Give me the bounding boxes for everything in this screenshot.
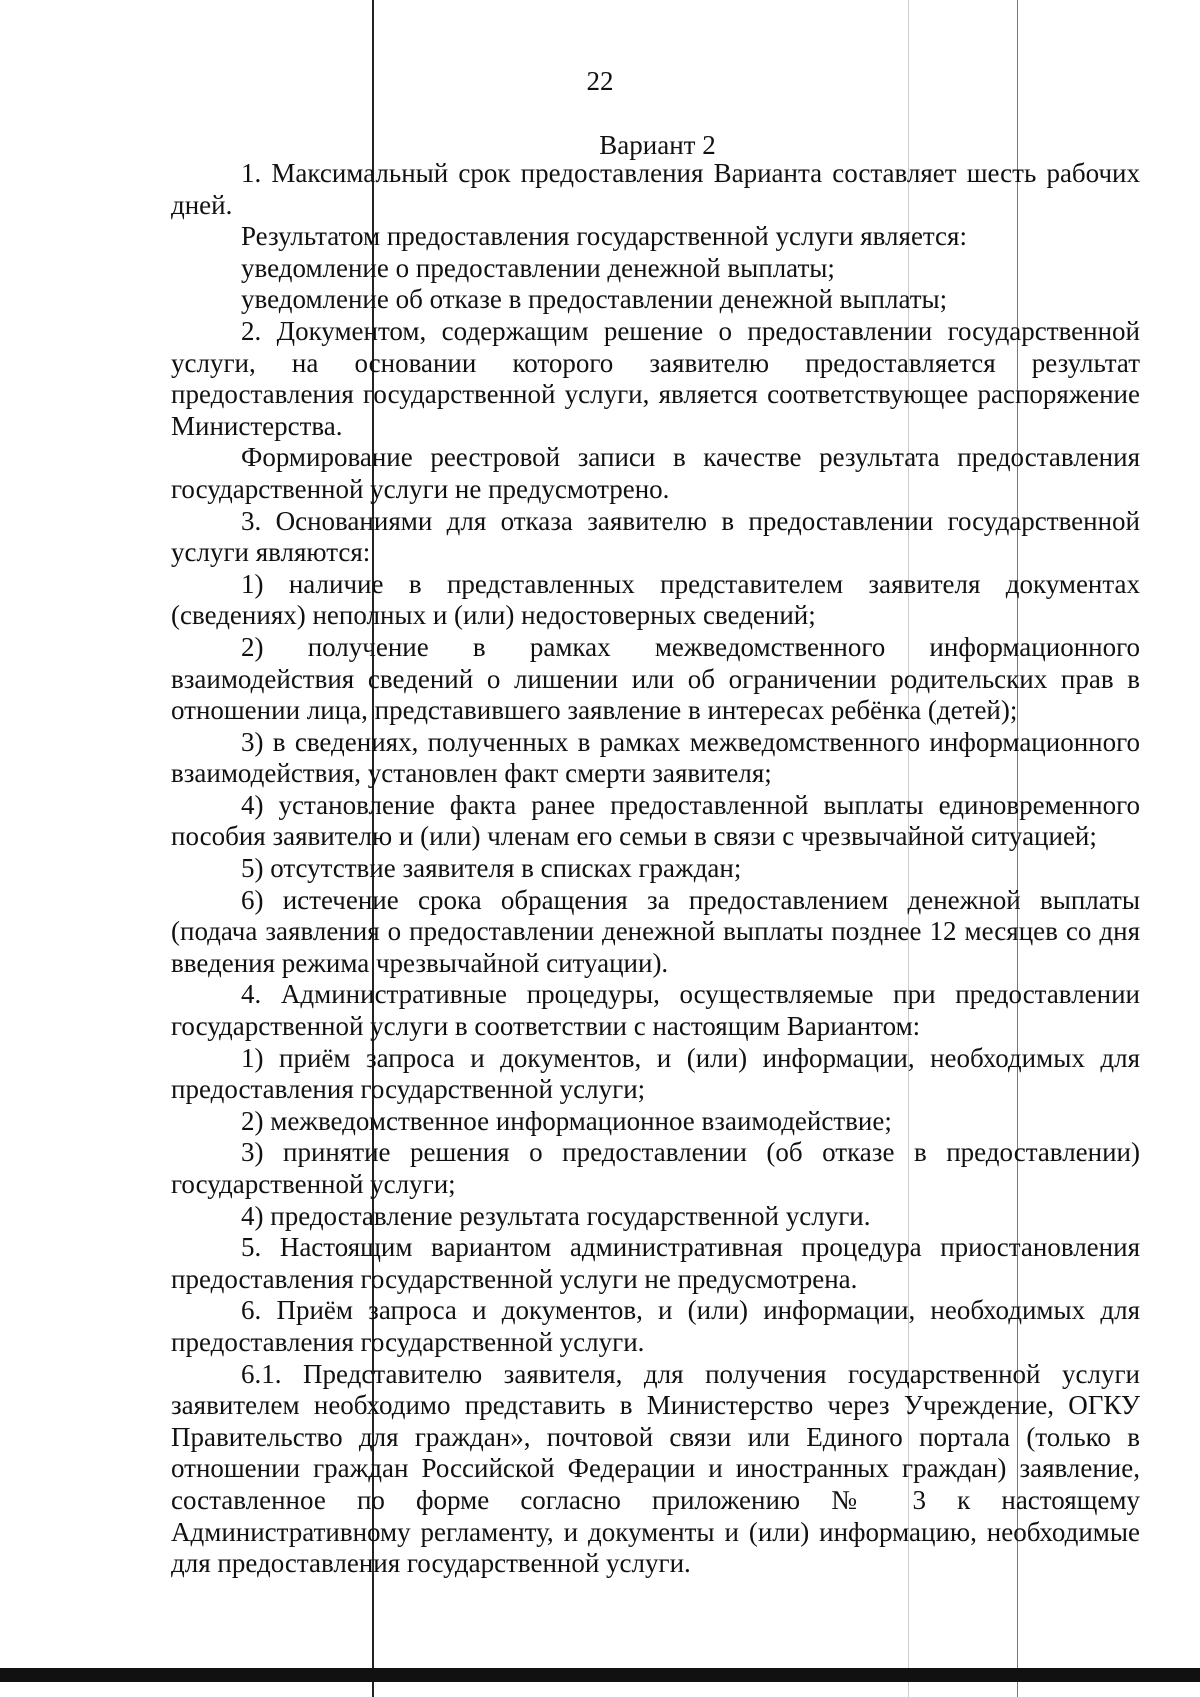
paragraph: 3) принятие решения о предоставлении (об отказе в предоставлении) государственной услуги; [171,1137,1140,1199]
paragraph: 6.1. Представителю заявителя, для получения государственной услуги заявителем необходимо представить в Министерство через Учреждение, ОГКУ Правительство для граждан», почтовой связи или Единого портала (только в отношении граждан Российской Федерации и иностранных граждан) заявление, составленное по форме согласно приложению № 3 к настоящему Административному регламенту, и документы и (или) информацию, необходимые для предоставления государственной услуги. [171,1358,1140,1579]
paragraph: уведомление о предоставлении денежной выплаты; [241,252,835,283]
document-body [171,158,1140,1580]
paragraph: 2) межведомственное информационное взаимодействие; [241,1105,892,1136]
paragraph: 6. Приём запроса и документов, и (или) информации, необходимых для предоставления государственной услуги. [171,1295,1140,1357]
scan-bottom-edge [0,1668,1200,1682]
paragraph: Результатом предоставления государственной услуги является: [241,221,967,252]
paragraph: 4) установление факта ранее предоставленной выплаты единовременного пособия заявителю и (или) членам его семьи в связи с чрезвычайной ситуацией; [171,789,1140,852]
section-heading: Вариант 2 [599,130,716,160]
paragraph: 1) приём запроса и документов, и (или) информации, необходимых для предоставления государственной услуги; [171,1042,1140,1105]
paragraph: 3. Основаниями для отказа заявителю в предоставлении государственной услуги являются: [171,505,1140,568]
paragraph: 2. Документом, содержащим решение о предоставлении государственной услуги, на основании которого заявителю предоставляется результат предоставления государственной услуги, является соответствующее распоряжение Министерства. [171,315,1140,441]
paragraph: 3) в сведениях, полученных в рамках межведомственного информационного взаимодействия, установлен факт смерти заявителя; [171,726,1140,789]
paragraph: 4) предоставление результата государственной услуги. [241,1200,871,1231]
paragraph: 2) получение в рамках межведомственного информационного взаимодействия сведений о лишении или об ограничении родительских прав в отношении лица, представившего заявление в интересах ребёнка (детей); [171,631,1140,726]
paragraph: 6) истечение срока обращения за предоставлением денежной выплаты (подача заявления о предоставлении денежной выплаты позднее 12 месяцев со дня введения режима чрезвычайной ситуации). [171,884,1140,978]
paragraph: 5. Настоящим вариантом административная процедура приостановления предоставления государственной услуги не предусмотрена. [171,1232,1140,1294]
paragraph: 1) наличие в представленных представителем заявителя документах (сведениях) неполных и (или) недостоверных сведений; [171,568,1140,631]
paragraph: уведомление об отказе в предоставлении денежной выплаты; [241,284,948,315]
paragraph: Формирование реестровой записи в качестве результата предоставления государственной услуги не предусмотрено. [171,442,1140,504]
paragraph: 1. Максимальный срок предоставления Варианта составляет шесть рабочих дней. [171,158,1140,220]
paragraph: 4. Административные процедуры, осуществляемые при предоставлении государственной услуги в соответствии с настоящим Вариантом: [171,979,1140,1042]
paragraph: 5) отсутствие заявителя в списках граждан; [241,853,742,884]
page-number: 22 [586,66,614,96]
